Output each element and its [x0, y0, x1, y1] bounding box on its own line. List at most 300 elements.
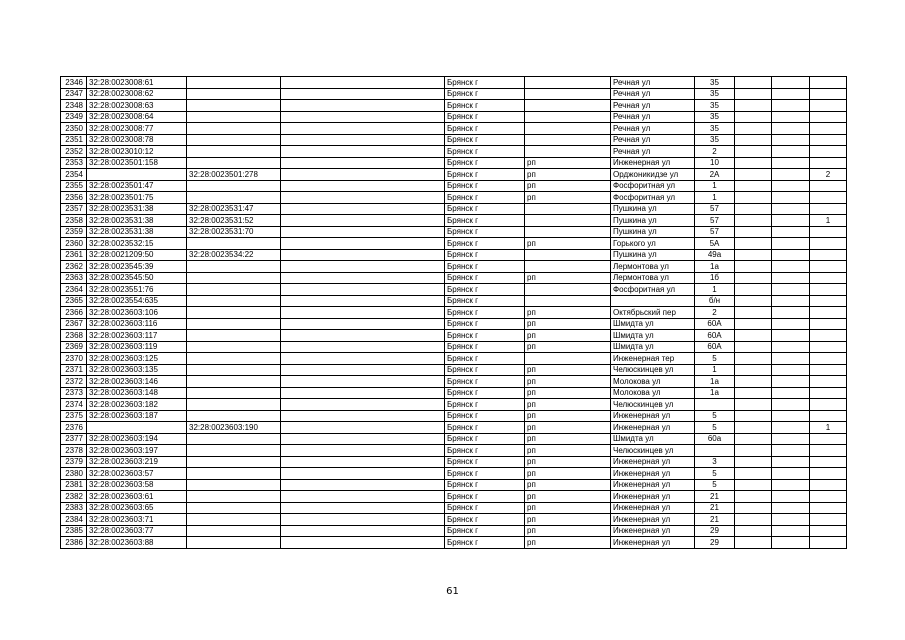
cell-house-number: 49а	[695, 249, 735, 261]
cell-row-number: 2386	[61, 537, 87, 549]
cell-row-number: 2359	[61, 226, 87, 238]
cell-settlement-type	[525, 146, 611, 158]
cell-extra-col-2	[772, 77, 810, 89]
cell-street: Лермонтова ул	[611, 272, 695, 284]
cell-settlement-type: рп	[525, 514, 611, 526]
table-row	[61, 100, 847, 112]
cell-related-cadastral-number	[187, 238, 281, 250]
cell-settlement-type: рп	[525, 169, 611, 181]
cell-related-cadastral-number	[187, 433, 281, 445]
cell-extra-col-2	[772, 272, 810, 284]
cell-count	[810, 157, 847, 169]
cell-city: Брянск г	[445, 468, 525, 480]
cell-empty-col	[281, 387, 445, 399]
cell-cadastral-number: 32:28:0023603:117	[87, 330, 187, 342]
cell-settlement-type: рп	[525, 376, 611, 388]
cell-extra-col-1	[735, 318, 772, 330]
cell-count	[810, 502, 847, 514]
cell-extra-col-2	[772, 318, 810, 330]
cell-settlement-type: рп	[525, 525, 611, 537]
cell-cadastral-number: 32:28:0023603:146	[87, 376, 187, 388]
cell-city: Брянск г	[445, 387, 525, 399]
cell-street: Инженерная ул	[611, 422, 695, 434]
cell-settlement-type	[525, 261, 611, 273]
cell-count	[810, 88, 847, 100]
cell-cadastral-number: 32:28:0023501:47	[87, 180, 187, 192]
cell-extra-col-2	[772, 364, 810, 376]
cell-street: Октябрьский пер	[611, 307, 695, 319]
cell-extra-col-1	[735, 537, 772, 549]
cell-extra-col-1	[735, 134, 772, 146]
table-row	[61, 364, 847, 376]
table-row	[61, 157, 847, 169]
cell-related-cadastral-number	[187, 514, 281, 526]
cell-street: Пушкина ул	[611, 203, 695, 215]
cell-city: Брянск г	[445, 261, 525, 273]
cell-settlement-type	[525, 284, 611, 296]
cell-cadastral-number: 32:28:0021209:50	[87, 249, 187, 261]
cell-related-cadastral-number: 32:28:0023534:22	[187, 249, 281, 261]
cell-empty-col	[281, 284, 445, 296]
cell-cadastral-number: 32:28:0023603:187	[87, 410, 187, 422]
cell-house-number: 29	[695, 537, 735, 549]
cell-settlement-type	[525, 123, 611, 135]
cell-count	[810, 249, 847, 261]
cell-street: Челюскинцев ул	[611, 445, 695, 457]
cell-extra-col-1	[735, 157, 772, 169]
cell-empty-col	[281, 399, 445, 411]
cell-extra-col-1	[735, 169, 772, 181]
cell-empty-col	[281, 134, 445, 146]
table-row	[61, 433, 847, 445]
cell-extra-col-2	[772, 284, 810, 296]
cell-related-cadastral-number	[187, 502, 281, 514]
cell-city: Брянск г	[445, 514, 525, 526]
cell-city: Брянск г	[445, 157, 525, 169]
cell-street: Инженерная тер	[611, 353, 695, 365]
cell-cadastral-number: 32:28:0023603:61	[87, 491, 187, 503]
cell-related-cadastral-number	[187, 123, 281, 135]
cell-street: Пушкина ул	[611, 215, 695, 227]
table-row	[61, 456, 847, 468]
cell-count	[810, 491, 847, 503]
cell-settlement-type	[525, 100, 611, 112]
cell-cadastral-number: 32:28:0023603:197	[87, 445, 187, 457]
cell-related-cadastral-number	[187, 307, 281, 319]
cell-count	[810, 226, 847, 238]
cell-empty-col	[281, 479, 445, 491]
cell-cadastral-number: 32:28:0023532:15	[87, 238, 187, 250]
cell-cadastral-number: 32:28:0023551:76	[87, 284, 187, 296]
cell-settlement-type: рп	[525, 479, 611, 491]
cell-extra-col-2	[772, 307, 810, 319]
cell-street: Молокова ул	[611, 387, 695, 399]
cell-settlement-type: рп	[525, 387, 611, 399]
cell-extra-col-2	[772, 341, 810, 353]
cell-cadastral-number: 32:28:0023554:635	[87, 295, 187, 307]
cell-extra-col-1	[735, 514, 772, 526]
cell-house-number	[695, 445, 735, 457]
cell-related-cadastral-number: 32:28:0023603:190	[187, 422, 281, 434]
cell-city: Брянск г	[445, 525, 525, 537]
cell-extra-col-1	[735, 387, 772, 399]
cell-row-number: 2348	[61, 100, 87, 112]
table-row	[61, 525, 847, 537]
cell-extra-col-1	[735, 456, 772, 468]
cell-row-number: 2366	[61, 307, 87, 319]
table-row	[61, 376, 847, 388]
cell-empty-col	[281, 203, 445, 215]
cell-city: Брянск г	[445, 88, 525, 100]
cell-extra-col-2	[772, 468, 810, 480]
cell-house-number: 1б	[695, 272, 735, 284]
table-row	[61, 295, 847, 307]
cell-cadastral-number: 32:28:0023545:39	[87, 261, 187, 273]
cell-city: Брянск г	[445, 146, 525, 158]
cell-empty-col	[281, 249, 445, 261]
cell-row-number: 2361	[61, 249, 87, 261]
cell-street: Фосфоритная ул	[611, 192, 695, 204]
cell-settlement-type: рп	[525, 318, 611, 330]
table-row	[61, 134, 847, 146]
cell-extra-col-2	[772, 479, 810, 491]
cell-count: 1	[810, 215, 847, 227]
cell-count	[810, 146, 847, 158]
cell-house-number: 1а	[695, 376, 735, 388]
cell-empty-col	[281, 468, 445, 480]
cell-settlement-type: рп	[525, 410, 611, 422]
cell-related-cadastral-number	[187, 111, 281, 123]
cell-extra-col-2	[772, 537, 810, 549]
cell-settlement-type	[525, 226, 611, 238]
cell-empty-col	[281, 353, 445, 365]
cell-city: Брянск г	[445, 341, 525, 353]
cell-cadastral-number: 32:28:0023008:62	[87, 88, 187, 100]
cell-related-cadastral-number	[187, 146, 281, 158]
cell-extra-col-2	[772, 134, 810, 146]
cell-row-number: 2352	[61, 146, 87, 158]
cell-settlement-type	[525, 88, 611, 100]
cell-empty-col	[281, 146, 445, 158]
cell-extra-col-1	[735, 203, 772, 215]
cell-street: Орджоникидзе ул	[611, 169, 695, 181]
cell-row-number: 2372	[61, 376, 87, 388]
cell-count	[810, 238, 847, 250]
cell-extra-col-2	[772, 353, 810, 365]
cell-count	[810, 364, 847, 376]
cell-empty-col	[281, 157, 445, 169]
cell-empty-col	[281, 226, 445, 238]
cell-house-number: 35	[695, 134, 735, 146]
cell-city: Брянск г	[445, 479, 525, 491]
cell-extra-col-2	[772, 157, 810, 169]
cell-city: Брянск г	[445, 456, 525, 468]
cell-settlement-type: рп	[525, 192, 611, 204]
cell-related-cadastral-number: 32:28:0023531:52	[187, 215, 281, 227]
table-row	[61, 307, 847, 319]
cell-extra-col-1	[735, 295, 772, 307]
cell-extra-col-1	[735, 111, 772, 123]
cell-city: Брянск г	[445, 180, 525, 192]
cell-house-number: 57	[695, 226, 735, 238]
cell-settlement-type: рп	[525, 272, 611, 284]
cell-house-number: 35	[695, 88, 735, 100]
cell-settlement-type: рп	[525, 364, 611, 376]
cell-related-cadastral-number	[187, 456, 281, 468]
cell-count	[810, 456, 847, 468]
cell-extra-col-2	[772, 491, 810, 503]
cell-empty-col	[281, 272, 445, 284]
cell-settlement-type: рп	[525, 502, 611, 514]
cell-empty-col	[281, 376, 445, 388]
cell-related-cadastral-number	[187, 445, 281, 457]
cell-street: Речная ул	[611, 134, 695, 146]
cell-extra-col-2	[772, 445, 810, 457]
cell-cadastral-number	[87, 422, 187, 434]
cell-count	[810, 341, 847, 353]
cell-related-cadastral-number	[187, 468, 281, 480]
cell-count	[810, 100, 847, 112]
cell-row-number: 2380	[61, 468, 87, 480]
cell-settlement-type: рп	[525, 491, 611, 503]
cell-empty-col	[281, 410, 445, 422]
cell-extra-col-2	[772, 180, 810, 192]
cell-row-number: 2347	[61, 88, 87, 100]
cell-house-number: 1а	[695, 387, 735, 399]
cell-extra-col-1	[735, 272, 772, 284]
table-row	[61, 502, 847, 514]
cell-extra-col-1	[735, 364, 772, 376]
cell-count	[810, 525, 847, 537]
cell-house-number: 1	[695, 284, 735, 296]
cell-row-number: 2371	[61, 364, 87, 376]
cell-related-cadastral-number	[187, 479, 281, 491]
cell-empty-col	[281, 456, 445, 468]
cell-extra-col-1	[735, 226, 772, 238]
cell-row-number: 2383	[61, 502, 87, 514]
cell-row-number: 2362	[61, 261, 87, 273]
cell-settlement-type: рп	[525, 468, 611, 480]
cell-street: Шмидта ул	[611, 433, 695, 445]
cell-count	[810, 353, 847, 365]
cell-house-number: 57	[695, 203, 735, 215]
table-row	[61, 215, 847, 227]
cell-row-number: 2373	[61, 387, 87, 399]
cell-empty-col	[281, 537, 445, 549]
registry-table-body	[61, 77, 847, 549]
cell-row-number: 2377	[61, 433, 87, 445]
cell-empty-col	[281, 502, 445, 514]
cell-count	[810, 445, 847, 457]
cell-cadastral-number: 32:28:0023603:116	[87, 318, 187, 330]
cell-extra-col-2	[772, 123, 810, 135]
cell-row-number: 2353	[61, 157, 87, 169]
cell-city: Брянск г	[445, 330, 525, 342]
cell-related-cadastral-number: 32:28:0023531:47	[187, 203, 281, 215]
cell-settlement-type	[525, 215, 611, 227]
cell-extra-col-1	[735, 433, 772, 445]
cell-cadastral-number: 32:28:0023603:148	[87, 387, 187, 399]
cell-extra-col-1	[735, 376, 772, 388]
cell-empty-col	[281, 318, 445, 330]
cell-related-cadastral-number	[187, 100, 281, 112]
cell-related-cadastral-number	[187, 364, 281, 376]
table-row	[61, 123, 847, 135]
cell-extra-col-1	[735, 100, 772, 112]
table-row	[61, 468, 847, 480]
cell-row-number: 2351	[61, 134, 87, 146]
cell-house-number: 21	[695, 514, 735, 526]
cell-street: Инженерная ул	[611, 514, 695, 526]
cell-extra-col-2	[772, 410, 810, 422]
cell-row-number: 2376	[61, 422, 87, 434]
cell-house-number: 60а	[695, 433, 735, 445]
cell-empty-col	[281, 88, 445, 100]
cell-street: Фосфоритная ул	[611, 180, 695, 192]
cell-empty-col	[281, 111, 445, 123]
cell-settlement-type: рп	[525, 537, 611, 549]
cell-cadastral-number	[87, 169, 187, 181]
cell-house-number: 35	[695, 123, 735, 135]
cell-street: Инженерная ул	[611, 502, 695, 514]
cell-extra-col-1	[735, 502, 772, 514]
cell-count	[810, 192, 847, 204]
cell-city: Брянск г	[445, 376, 525, 388]
cell-house-number: б/н	[695, 295, 735, 307]
cell-related-cadastral-number	[187, 387, 281, 399]
cell-count	[810, 180, 847, 192]
cell-extra-col-2	[772, 456, 810, 468]
cell-extra-col-1	[735, 525, 772, 537]
cell-related-cadastral-number	[187, 261, 281, 273]
cell-settlement-type	[525, 134, 611, 146]
cell-count	[810, 410, 847, 422]
cell-count	[810, 123, 847, 135]
cell-city: Брянск г	[445, 410, 525, 422]
cell-cadastral-number: 32:28:0023603:106	[87, 307, 187, 319]
registry-table	[60, 76, 847, 549]
cell-house-number: 60А	[695, 341, 735, 353]
cell-count: 1	[810, 422, 847, 434]
cell-count	[810, 468, 847, 480]
cell-cadastral-number: 32:28:0023008:63	[87, 100, 187, 112]
cell-count	[810, 261, 847, 273]
cell-empty-col	[281, 525, 445, 537]
cell-related-cadastral-number	[187, 284, 281, 296]
table-row	[61, 284, 847, 296]
cell-cadastral-number: 32:28:0023008:77	[87, 123, 187, 135]
cell-street: Инженерная ул	[611, 456, 695, 468]
cell-count	[810, 284, 847, 296]
cell-settlement-type: рп	[525, 180, 611, 192]
cell-street: Речная ул	[611, 146, 695, 158]
cell-cadastral-number: 32:28:0023603:219	[87, 456, 187, 468]
cell-cadastral-number: 32:28:0023603:58	[87, 479, 187, 491]
cell-city: Брянск г	[445, 445, 525, 457]
table-row	[61, 192, 847, 204]
table-row	[61, 318, 847, 330]
cell-street: Шмидта ул	[611, 318, 695, 330]
cell-cadastral-number: 32:28:0023603:65	[87, 502, 187, 514]
cell-extra-col-1	[735, 399, 772, 411]
cell-street: Речная ул	[611, 100, 695, 112]
cell-house-number: 5	[695, 353, 735, 365]
cell-related-cadastral-number	[187, 376, 281, 388]
cell-empty-col	[281, 514, 445, 526]
cell-extra-col-2	[772, 433, 810, 445]
cell-cadastral-number: 32:28:0023501:158	[87, 157, 187, 169]
cell-cadastral-number: 32:28:0023603:125	[87, 353, 187, 365]
cell-row-number: 2375	[61, 410, 87, 422]
cell-extra-col-1	[735, 249, 772, 261]
table-row	[61, 479, 847, 491]
cell-house-number: 2	[695, 146, 735, 158]
cell-row-number: 2368	[61, 330, 87, 342]
cell-settlement-type	[525, 77, 611, 89]
cell-extra-col-2	[772, 203, 810, 215]
cell-settlement-type	[525, 111, 611, 123]
cell-city: Брянск г	[445, 169, 525, 181]
cell-city: Брянск г	[445, 284, 525, 296]
cell-count: 2	[810, 169, 847, 181]
cell-empty-col	[281, 238, 445, 250]
cell-extra-col-2	[772, 295, 810, 307]
cell-row-number: 2357	[61, 203, 87, 215]
cell-settlement-type: рп	[525, 157, 611, 169]
page-number: 61	[446, 586, 459, 597]
cell-row-number: 2370	[61, 353, 87, 365]
cell-house-number: 57	[695, 215, 735, 227]
cell-related-cadastral-number	[187, 318, 281, 330]
cell-extra-col-1	[735, 261, 772, 273]
cell-street: Челюскинцев ул	[611, 364, 695, 376]
cell-count	[810, 272, 847, 284]
cell-city: Брянск г	[445, 537, 525, 549]
cell-extra-col-2	[772, 192, 810, 204]
cell-row-number: 2360	[61, 238, 87, 250]
cell-cadastral-number: 32:28:0023603:57	[87, 468, 187, 480]
cell-count	[810, 111, 847, 123]
cell-row-number: 2378	[61, 445, 87, 457]
cell-empty-col	[281, 180, 445, 192]
cell-extra-col-1	[735, 410, 772, 422]
cell-house-number: 1	[695, 364, 735, 376]
cell-street: Инженерная ул	[611, 157, 695, 169]
cell-cadastral-number: 32:28:0023501:75	[87, 192, 187, 204]
cell-extra-col-1	[735, 341, 772, 353]
cell-extra-col-2	[772, 100, 810, 112]
cell-house-number: 10	[695, 157, 735, 169]
cell-cadastral-number: 32:28:0023545:50	[87, 272, 187, 284]
cell-extra-col-1	[735, 238, 772, 250]
table-row	[61, 491, 847, 503]
cell-city: Брянск г	[445, 226, 525, 238]
cell-row-number: 2364	[61, 284, 87, 296]
cell-house-number: 5А	[695, 238, 735, 250]
cell-count	[810, 330, 847, 342]
cell-cadastral-number: 32:28:0023603:182	[87, 399, 187, 411]
cell-row-number: 2354	[61, 169, 87, 181]
cell-city: Брянск г	[445, 353, 525, 365]
cell-extra-col-1	[735, 284, 772, 296]
cell-extra-col-2	[772, 111, 810, 123]
cell-row-number: 2355	[61, 180, 87, 192]
cell-count	[810, 514, 847, 526]
cell-empty-col	[281, 261, 445, 273]
table-row	[61, 111, 847, 123]
table-row	[61, 410, 847, 422]
table-row	[61, 272, 847, 284]
